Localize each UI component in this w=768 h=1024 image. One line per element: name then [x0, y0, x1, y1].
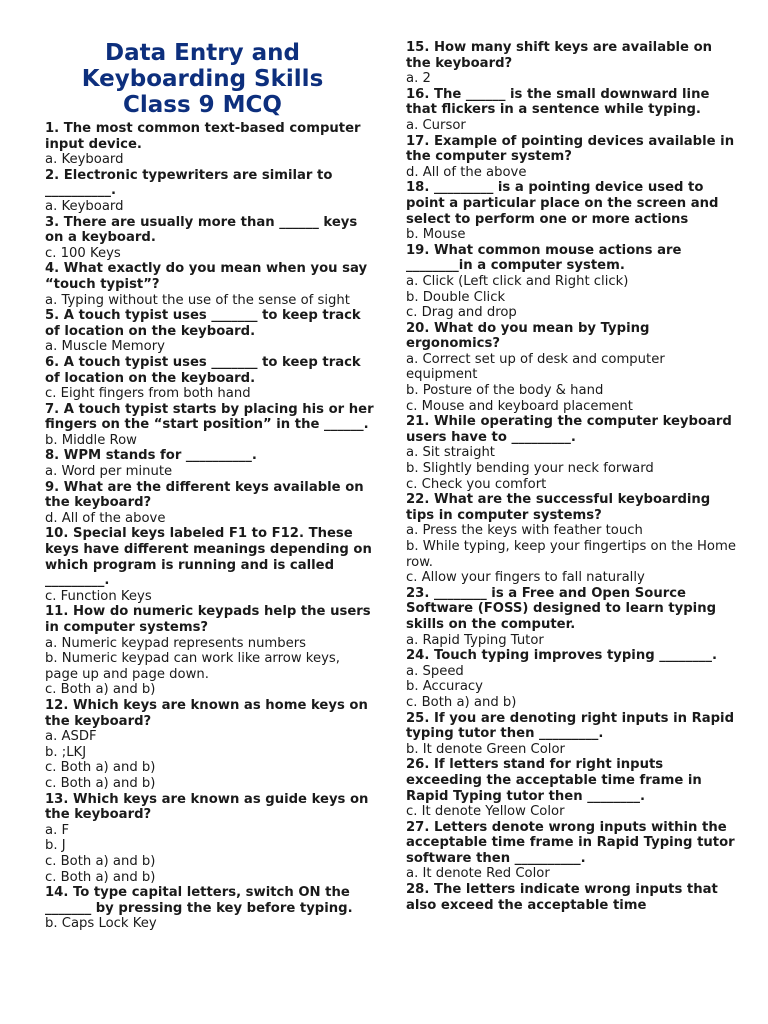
- answer-text: b. J: [45, 838, 66, 854]
- question-block: [45, 526, 375, 604]
- answer-text: c. Both a) and b): [45, 775, 156, 791]
- question-block: [45, 448, 375, 479]
- question-text: 7. A touch typist starts by placing his or her fingers on the “start position” in the ______.: [45, 401, 374, 433]
- answer-text: c. Drag and drop: [406, 305, 517, 321]
- question-block: [406, 648, 736, 710]
- title-line: Data Entry and: [105, 40, 300, 66]
- title-line: Keyboarding Skills: [81, 66, 324, 92]
- answer-text: c. It denote Yellow Color: [406, 804, 565, 820]
- answer-text: c. Eight fingers from both hand: [45, 386, 251, 402]
- page-title: [45, 40, 360, 118]
- question-text: 16. The ______ is the small downward line that flickers in a sentence while typing.: [406, 86, 710, 118]
- question-text: 15. How many shift keys are available on the keyboard?: [406, 40, 713, 71]
- question-text: 27. Letters denote wrong inputs within the acceptable time frame in Rapid Typing tutor software then __________.: [406, 819, 735, 866]
- right-question-list: [406, 40, 736, 913]
- question-block: [45, 168, 375, 215]
- question-text: 21. While operating the computer keyboard users have to _________.: [406, 414, 732, 445]
- answer-text: a. Press the keys with feather touch: [406, 523, 643, 539]
- answer-text: a. Correct set up of desk and computer equipment: [406, 351, 665, 383]
- left-question-list: [45, 121, 375, 932]
- question-text: 19. What common mouse actions are ________in a computer system.: [406, 242, 682, 274]
- answer-text: b. It denote Green Color: [406, 741, 565, 757]
- question-text: 9. What are the different keys available on the keyboard?: [45, 479, 364, 511]
- answer-text: a. Typing without the use of the sense of sight: [45, 292, 350, 308]
- answer-text: a. Keyboard: [45, 198, 124, 214]
- question-text: 23. ________ is a Free and Open Source Software (FOSS) designed to learn typing skills on the computer.: [406, 585, 717, 632]
- answer-text: b. Numeric keypad can work like arrow keys, page up and page down.: [45, 651, 340, 682]
- question-block: [406, 134, 736, 181]
- question-block: [406, 492, 736, 586]
- question-block: [45, 480, 375, 527]
- question-text: 14. To type capital letters, switch ON the _______ by pressing the key before typing.: [45, 885, 353, 916]
- answer-text: c. Mouse and keyboard placement: [406, 398, 633, 414]
- answer-text: b. Caps Lock Key: [45, 916, 157, 932]
- answer-text: b. Middle Row: [45, 432, 137, 448]
- question-text: 17. Example of pointing devices available in the computer system?: [406, 133, 735, 165]
- question-block: [45, 308, 375, 355]
- answer-text: b. Mouse: [406, 227, 466, 243]
- answer-text: a. Speed: [406, 663, 464, 679]
- answer-text: a. ASDF: [45, 729, 97, 745]
- answer-text: a. Cursor: [406, 117, 466, 133]
- question-text: 8. WPM stands for __________.: [45, 448, 257, 464]
- question-block: [406, 180, 736, 242]
- question-text: 28. The letters indicate wrong inputs that also exceed the acceptable time: [406, 882, 718, 913]
- question-block: [406, 243, 736, 321]
- answer-text: a. Keyboard: [45, 152, 124, 168]
- right-column: [406, 40, 736, 913]
- question-block: [406, 820, 736, 882]
- question-block: [406, 882, 736, 913]
- question-text: 24. Touch typing improves typing ________.: [406, 648, 718, 664]
- question-block: [45, 885, 375, 932]
- question-block: [45, 792, 375, 886]
- answer-text: b. Slightly bending your neck forward: [406, 461, 654, 477]
- question-text: 10. Special keys labeled F1 to F12. These keys have different meanings depending on which program is running and is called _________.: [45, 526, 372, 589]
- question-text: 11. How do numeric keypads help the users in computer systems?: [45, 604, 371, 635]
- answer-text: a. Numeric keypad represents numbers: [45, 635, 307, 651]
- answer-text: c. Function Keys: [45, 588, 152, 604]
- answer-text: b. Accuracy: [406, 679, 483, 695]
- question-text: 5. A touch typist uses _______ to keep track of location on the keyboard.: [45, 308, 361, 339]
- question-block: [45, 402, 375, 449]
- question-block: [406, 586, 736, 648]
- answer-text: a. F: [45, 822, 70, 838]
- question-block: [45, 355, 375, 402]
- answer-text: c. Allow your fingers to fall naturally: [406, 570, 645, 586]
- question-text: 20. What do you mean by Typing ergonomics?: [406, 320, 650, 352]
- question-block: [406, 40, 736, 87]
- question-text: 1. The most common text-based computer input device.: [45, 121, 361, 152]
- answer-text: a. Click (Left click and Right click): [406, 273, 629, 289]
- answer-text: a. Word per minute: [45, 464, 173, 480]
- answer-text: b. While typing, keep your fingertips on the Home row.: [406, 539, 736, 570]
- answer-text: c. Both a) and b): [45, 760, 156, 776]
- answer-text: c. Check you comfort: [406, 476, 547, 492]
- question-block: [45, 604, 375, 698]
- question-text: 26. If letters stand for right inputs exceeding the acceptable time frame in Rapid Typing tutor then ________.: [406, 757, 702, 804]
- question-block: [45, 121, 375, 168]
- question-text: 3. There are usually more than ______ keys on a keyboard.: [45, 214, 358, 246]
- question-text: 18. _________ is a pointing device used to point a particular place on the screen and select to perform one or more actions: [406, 180, 719, 227]
- question-text: 6. A touch typist uses _______ to keep track of location on the keyboard.: [45, 354, 361, 386]
- left-column: [45, 40, 375, 932]
- answer-text: c. Both a) and b): [406, 694, 517, 710]
- question-text: 13. Which keys are known as guide keys on the keyboard?: [45, 791, 369, 823]
- answer-text: a. Muscle Memory: [45, 339, 165, 355]
- answer-text: c. Both a) and b): [45, 682, 156, 698]
- answer-text: c. Both a) and b): [45, 853, 156, 869]
- question-text: 12. Which keys are known as home keys on the keyboard?: [45, 697, 368, 729]
- answer-text: c. 100 Keys: [45, 245, 121, 261]
- question-block: [406, 757, 736, 819]
- question-block: [45, 215, 375, 262]
- title-line: Class 9 MCQ: [122, 92, 282, 118]
- answer-text: d. All of the above: [45, 510, 166, 526]
- answer-text: a. It denote Red Color: [406, 866, 550, 882]
- question-text: 25. If you are denoting right inputs in Rapid typing tutor then _________.: [406, 710, 735, 742]
- answer-text: b. Posture of the body & hand: [406, 383, 604, 399]
- question-text: 2. Electronic typewriters are similar to __________.: [45, 167, 333, 199]
- answer-text: a. 2: [406, 71, 431, 87]
- answer-text: b. Double Click: [406, 289, 506, 305]
- question-block: [406, 711, 736, 758]
- answer-text: b. ;LKJ: [45, 744, 87, 760]
- answer-text: d. All of the above: [406, 164, 527, 180]
- answer-text: a. Rapid Typing Tutor: [406, 632, 544, 648]
- question-text: 22. What are the successful keyboarding tips in computer systems?: [406, 492, 711, 523]
- question-block: [406, 414, 736, 492]
- answer-text: a. Sit straight: [406, 445, 495, 461]
- question-block: [45, 261, 375, 308]
- question-block: [45, 698, 375, 792]
- question-text: 4. What exactly do you mean when you say “touch typist”?: [45, 261, 368, 292]
- question-block: [406, 321, 736, 415]
- answer-text: c. Both a) and b): [45, 869, 156, 885]
- question-block: [406, 87, 736, 134]
